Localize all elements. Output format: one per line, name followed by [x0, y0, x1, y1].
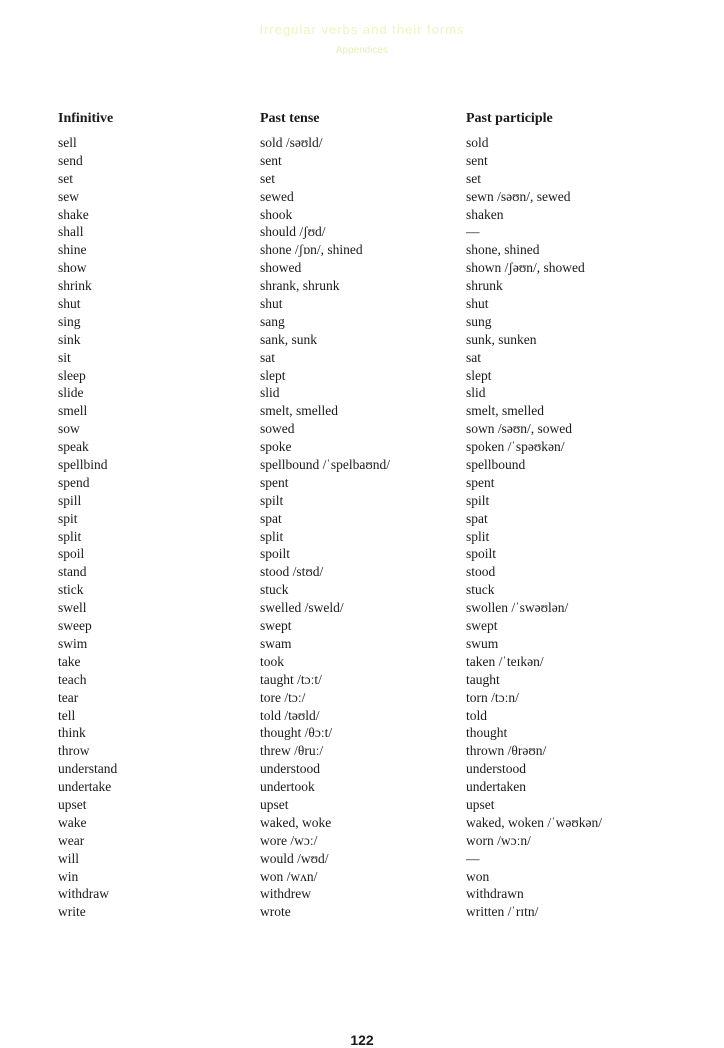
table-row: [58, 545, 658, 563]
past-participle-cell: undertaken: [466, 779, 526, 795]
table-row: [58, 671, 658, 689]
table-row: [58, 152, 658, 170]
past-participle-cell: waked, woken /ˈwəʊkən/: [466, 814, 602, 830]
past-tense-cell: understood: [260, 761, 320, 777]
table-row: [58, 599, 658, 617]
infinitive-cell: sing: [58, 313, 81, 329]
infinitive-cell: spill: [58, 492, 82, 508]
past-tense-cell: slept: [260, 367, 286, 383]
past-tense-cell: told /təʊld/: [260, 707, 320, 723]
table-row: [58, 617, 658, 635]
past-participle-cell: written /ˈrɪtn/: [466, 904, 539, 920]
past-tense-cell: swam: [260, 635, 292, 651]
past-participle-cell: upset: [466, 796, 495, 812]
infinitive-cell: spoil: [58, 546, 85, 562]
past-participle-cell: swollen /ˈswəʊlən/: [466, 600, 569, 616]
infinitive-cell: stick: [58, 582, 84, 598]
header-past-tense: Past tense: [260, 111, 320, 126]
past-tense-cell: shut: [260, 296, 283, 312]
past-participle-cell: sown /səʊn/, sowed: [466, 421, 573, 437]
past-participle-cell: taught: [466, 671, 500, 687]
past-participle-cell: set: [466, 170, 481, 186]
irregular-verbs-table: [58, 110, 658, 921]
page-number: 122: [350, 1032, 374, 1048]
past-tense-cell: took: [260, 653, 285, 669]
table-row: [58, 170, 658, 188]
past-tense-cell: threw /θruː/: [260, 743, 324, 759]
past-tense-cell: shone /ʃɒn/, shined: [260, 242, 363, 258]
past-participle-cell: sewn /səʊn/, sewed: [466, 188, 571, 204]
infinitive-cell: split: [58, 528, 82, 544]
infinitive-cell: throw: [58, 743, 90, 759]
table-row: [58, 188, 658, 206]
infinitive-cell: sleep: [58, 367, 86, 383]
past-tense-cell: spoilt: [260, 546, 291, 562]
infinitive-cell: shake: [58, 206, 89, 222]
past-participle-cell: understood: [466, 761, 526, 777]
past-participle-cell: sat: [466, 349, 481, 365]
infinitive-cell: will: [58, 850, 80, 866]
infinitive-cell: sell: [58, 135, 77, 150]
infinitive-cell: undertake: [58, 779, 112, 795]
past-participle-cell: spilt: [466, 492, 490, 508]
infinitive-cell: tear: [58, 689, 79, 705]
table-row: [58, 295, 658, 313]
past-tense-cell: sowed: [260, 421, 295, 437]
infinitive-cell: speak: [58, 439, 89, 455]
table-row: [58, 707, 658, 725]
table-row: [58, 223, 658, 241]
running-head-subtitle: Appendices: [335, 45, 389, 56]
past-tense-cell: shook: [260, 206, 293, 222]
infinitive-cell: spit: [58, 510, 78, 526]
past-participle-cell: sold: [466, 135, 489, 150]
past-participle-cell: told: [466, 707, 488, 723]
table-row: [58, 563, 658, 581]
table-header-row: [58, 110, 658, 132]
infinitive-cell: show: [58, 260, 87, 276]
table-row: [58, 635, 658, 653]
past-tense-cell: smelt, smelled: [260, 403, 338, 419]
table-row: [58, 885, 658, 903]
past-participle-cell: stuck: [466, 582, 495, 598]
table-row: [58, 653, 658, 671]
past-tense-cell: split: [260, 528, 284, 544]
past-participle-cell: shaken: [466, 206, 504, 222]
infinitive-cell: spend: [58, 474, 90, 490]
past-participle-cell: withdrawn: [466, 886, 524, 902]
infinitive-cell: teach: [58, 671, 87, 687]
past-tense-cell: set: [260, 170, 275, 186]
past-participle-cell: taken /ˈteɪkən/: [466, 653, 544, 669]
table-row: [58, 850, 658, 868]
past-participle-cell: worn /wɔːn/: [466, 832, 531, 848]
table-row: [58, 474, 658, 492]
past-tense-cell: sang: [260, 313, 285, 329]
table-row: [58, 277, 658, 295]
past-tense-cell: swept: [260, 618, 292, 634]
past-tense-cell: spilt: [260, 492, 284, 508]
table-row: [58, 581, 658, 599]
infinitive-cell: swim: [58, 635, 88, 651]
table-row: [58, 349, 658, 367]
infinitive-cell: take: [58, 653, 81, 669]
past-participle-cell: spoken /ˈspəʊkən/: [466, 439, 565, 455]
table-row: [58, 402, 658, 420]
infinitive-cell: understand: [58, 761, 118, 777]
table-row: [58, 331, 658, 349]
past-tense-cell: spat: [260, 510, 282, 526]
past-tense-cell: spellbound /ˈspelbaʊnd/: [260, 457, 391, 473]
table-row: [58, 456, 658, 474]
past-tense-cell: shrank, shrunk: [260, 278, 340, 294]
infinitive-cell: stand: [58, 564, 87, 580]
past-tense-cell: sewed: [260, 188, 294, 204]
past-participle-cell: spat: [466, 510, 488, 526]
table-body: [58, 134, 658, 921]
past-tense-cell: wrote: [260, 904, 291, 920]
infinitive-cell: sit: [58, 349, 71, 365]
table-row: [58, 778, 658, 796]
table-row: [58, 313, 658, 331]
header-past-participle: Past participle: [466, 111, 553, 126]
table-row: [58, 689, 658, 707]
table-row: [58, 760, 658, 778]
past-tense-cell: undertook: [260, 779, 315, 795]
past-tense-cell: taught /tɔːt/: [260, 671, 322, 687]
past-tense-cell: sat: [260, 349, 275, 365]
infinitive-cell: set: [58, 170, 73, 186]
past-participle-cell: stood: [466, 564, 496, 580]
past-participle-cell: slept: [466, 367, 492, 383]
table-row: [58, 206, 658, 224]
table-row: [58, 134, 658, 152]
past-tense-cell: would /wʊd/: [260, 850, 329, 866]
past-participle-cell: —: [466, 224, 480, 240]
past-participle-cell: shone, shined: [466, 242, 540, 258]
table-row: [58, 367, 658, 385]
table-row: [58, 868, 658, 886]
past-tense-cell: spoke: [260, 439, 292, 455]
infinitive-cell: send: [58, 152, 83, 168]
past-participle-cell: sent: [466, 152, 488, 168]
past-tense-cell: spent: [260, 474, 289, 490]
past-participle-cell: swept: [466, 618, 498, 634]
past-tense-cell: sank, sunk: [260, 331, 317, 347]
infinitive-cell: slide: [58, 385, 84, 401]
infinitive-cell: sew: [58, 188, 79, 204]
header-infinitive: Infinitive: [58, 111, 114, 126]
past-participle-cell: shown /ʃəʊn/, showed: [466, 260, 585, 276]
past-participle-cell: swum: [466, 635, 499, 651]
table-row: [58, 814, 658, 832]
past-tense-cell: withdrew: [260, 886, 311, 902]
infinitive-cell: withdraw: [58, 886, 109, 902]
past-participle-cell: slid: [466, 385, 486, 401]
table-row: [58, 438, 658, 456]
table-row: [58, 903, 658, 921]
past-participle-cell: spellbound: [466, 457, 526, 473]
past-participle-cell: —: [466, 850, 480, 866]
table-row: [58, 510, 658, 528]
past-tense-cell: stood /stʊd/: [260, 564, 324, 580]
infinitive-cell: tell: [58, 707, 76, 723]
table-row: [58, 492, 658, 510]
past-participle-cell: torn /tɔːn/: [466, 689, 519, 705]
past-tense-cell: showed: [260, 260, 302, 276]
past-participle-cell: split: [466, 528, 490, 544]
table-row: [58, 259, 658, 277]
table-row: [58, 832, 658, 850]
past-tense-cell: should /ʃʊd/: [260, 224, 326, 240]
table-row: [58, 724, 658, 742]
past-tense-cell: upset: [260, 796, 289, 812]
infinitive-cell: write: [58, 904, 86, 920]
infinitive-cell: win: [58, 868, 79, 884]
infinitive-cell: sink: [58, 331, 81, 347]
past-tense-cell: won /wʌn/: [260, 868, 318, 884]
past-tense-cell: sent: [260, 152, 282, 168]
past-tense-cell: slid: [260, 385, 280, 401]
past-tense-cell: thought /θɔːt/: [260, 725, 333, 741]
past-participle-cell: thought: [466, 725, 508, 741]
infinitive-cell: think: [58, 725, 86, 741]
past-tense-cell: waked, woke: [260, 814, 332, 830]
past-participle-cell: sung: [466, 313, 492, 329]
infinitive-cell: spellbind: [58, 457, 108, 473]
past-tense-cell: sold /səʊld/: [260, 135, 323, 150]
infinitive-cell: shall: [58, 224, 84, 240]
past-tense-cell: wore /wɔː/: [260, 832, 318, 848]
past-participle-cell: shut: [466, 296, 489, 312]
past-tense-cell: tore /tɔː/: [260, 689, 306, 705]
running-head-title: Irregular verbs and their forms: [259, 22, 465, 37]
infinitive-cell: shut: [58, 296, 81, 312]
past-tense-cell: swelled /sweld/: [260, 600, 344, 616]
past-tense-cell: stuck: [260, 582, 289, 598]
infinitive-cell: sweep: [58, 618, 92, 634]
past-participle-cell: sunk, sunken: [466, 331, 537, 347]
infinitive-cell: wear: [58, 832, 85, 848]
infinitive-cell: shine: [58, 242, 87, 258]
past-participle-cell: thrown /θrəʊn/: [466, 743, 547, 759]
past-participle-cell: won: [466, 868, 490, 884]
table-row: [58, 420, 658, 438]
table-row: [58, 528, 658, 546]
infinitive-cell: smell: [58, 403, 88, 419]
infinitive-cell: upset: [58, 796, 87, 812]
infinitive-cell: shrink: [58, 278, 92, 294]
past-participle-cell: smelt, smelled: [466, 403, 544, 419]
past-participle-cell: spoilt: [466, 546, 497, 562]
infinitive-cell: swell: [58, 600, 87, 616]
past-participle-cell: shrunk: [466, 278, 503, 294]
table-row: [58, 384, 658, 402]
infinitive-cell: sow: [58, 421, 80, 437]
past-participle-cell: spent: [466, 474, 495, 490]
table-row: [58, 796, 658, 814]
table-row: [58, 742, 658, 760]
infinitive-cell: wake: [58, 814, 87, 830]
table-row: [58, 241, 658, 259]
